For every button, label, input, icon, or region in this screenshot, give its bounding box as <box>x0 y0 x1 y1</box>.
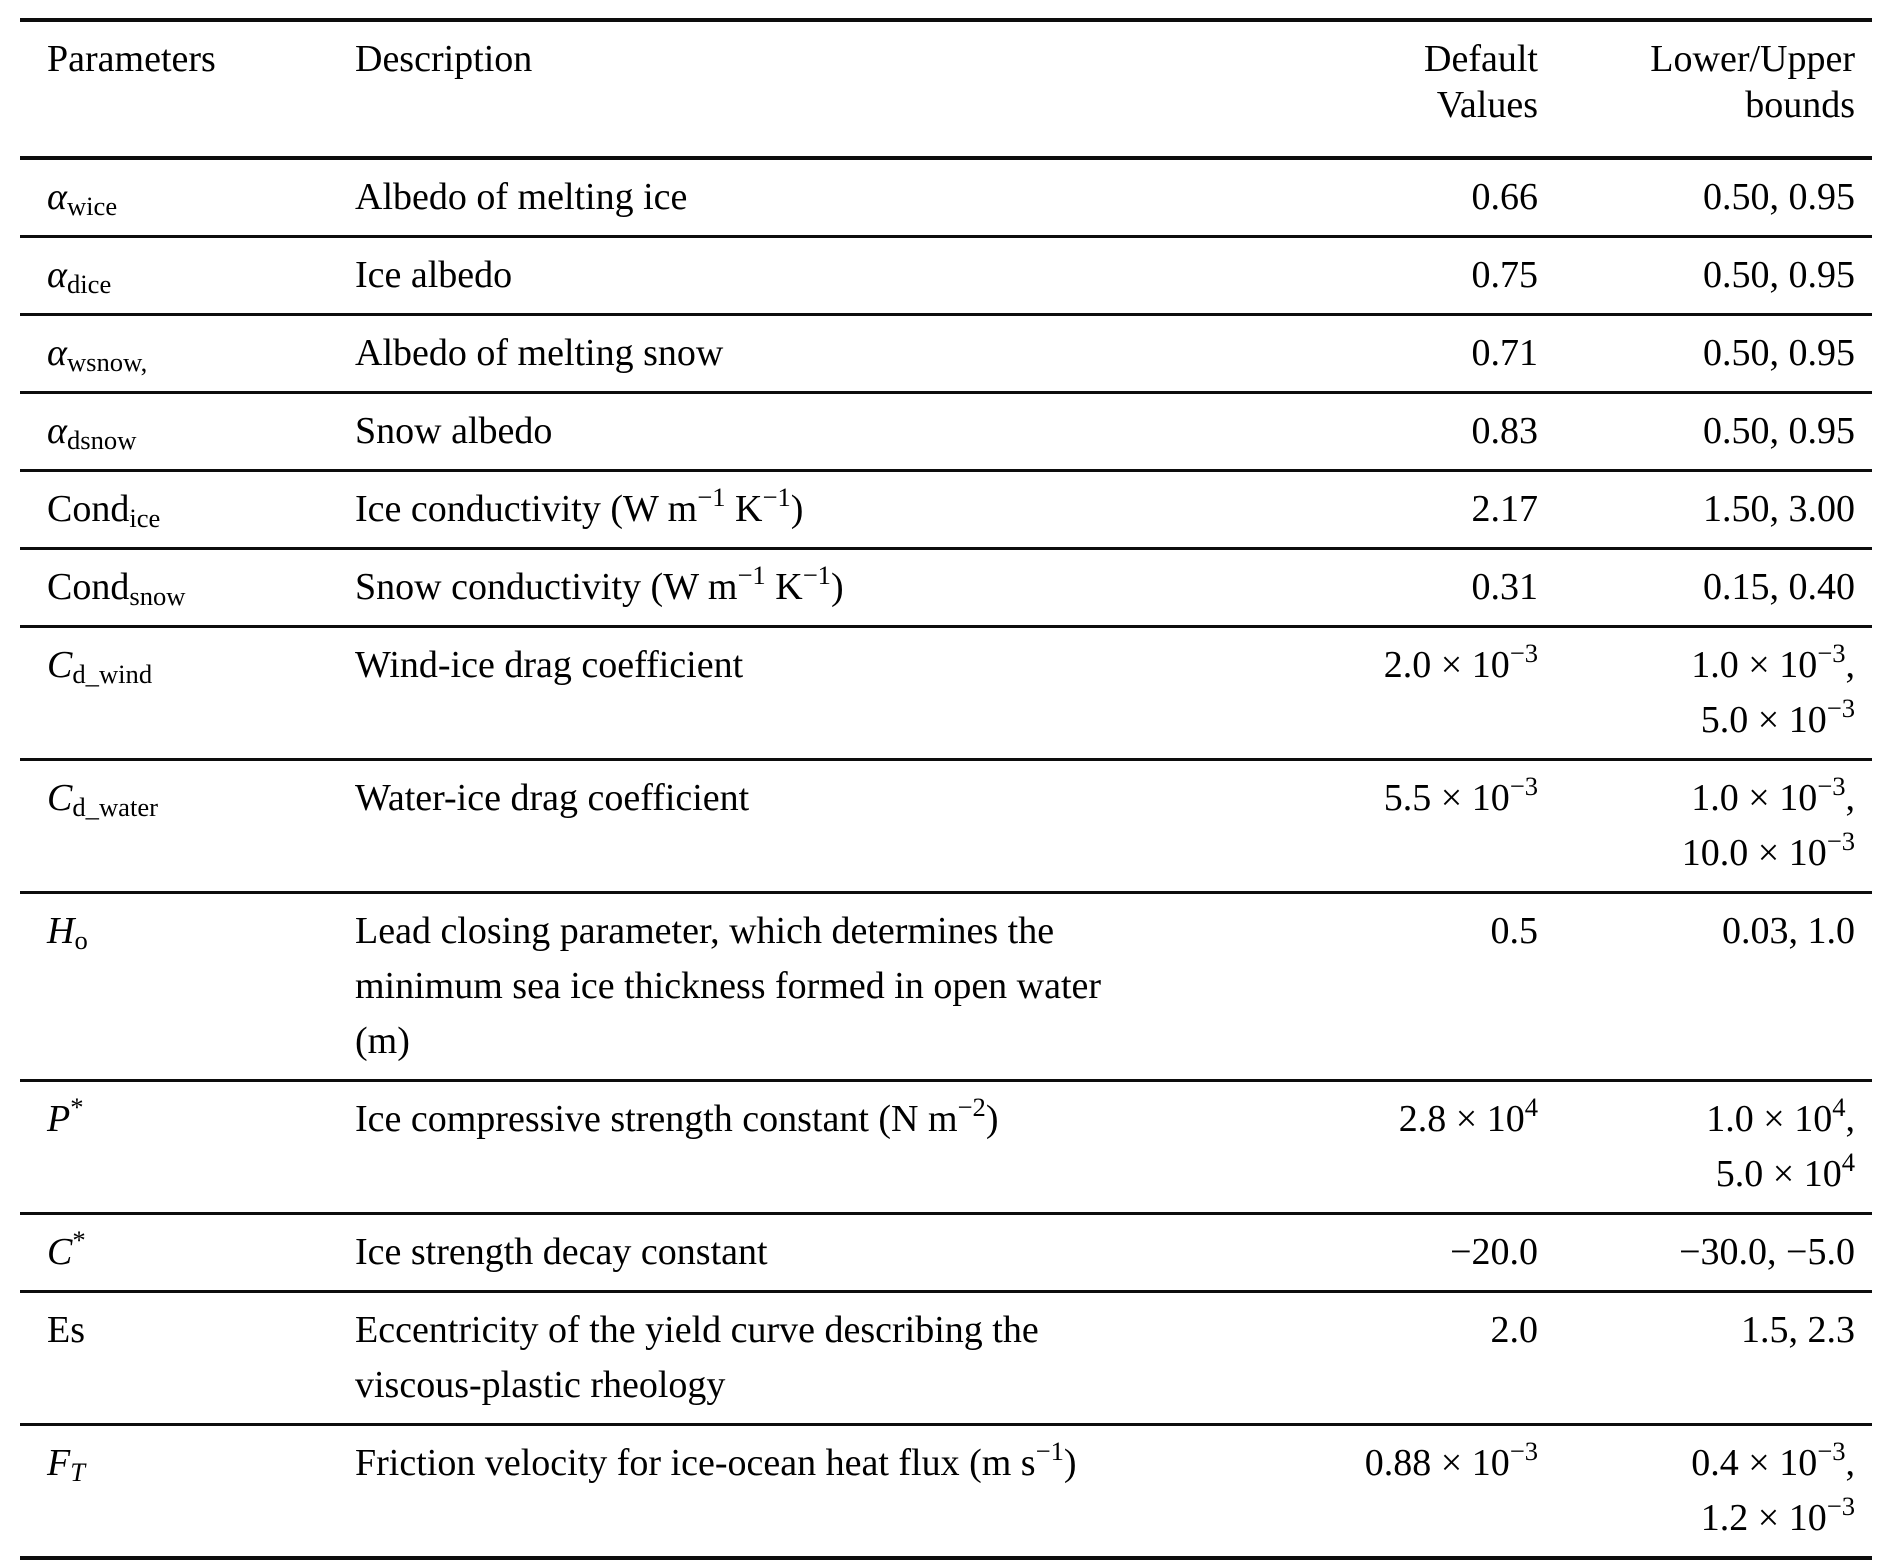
default-value-cell: 0.75 <box>1471 254 1538 296</box>
bounds-cell: 0.50, 0.95 <box>1703 176 1855 218</box>
parameter-cell: P* <box>47 1092 84 1140</box>
table-row <box>20 471 1872 549</box>
table-row <box>20 760 1872 893</box>
description-cell: Snow conductivity (W $m^{-1}$ $K^{-1}$) <box>355 560 844 608</box>
bounds-cell: $0.4 \times 10^{-3}$, $1.2 \times 10^{-3}$ <box>1691 1436 1855 1539</box>
default-value-cell: $2.8 \times 10^4$ <box>1398 1092 1538 1140</box>
description-cell: Wind-ice drag coefficient <box>355 644 744 686</box>
default-value-cell: 0.66 <box>1471 176 1538 218</box>
column-header-default-values: Default Values <box>1424 38 1538 126</box>
column-header-description: Description <box>355 38 533 80</box>
parameter-cell: αdice <box>47 254 112 299</box>
default-value-cell: 0.31 <box>1471 566 1538 608</box>
description-cell: Ice conductivity (W $m^{-1}$ $K^{-1}$) <box>355 482 804 530</box>
column-header-parameters: Parameters <box>47 38 216 80</box>
default-value-cell: 0.71 <box>1471 332 1538 374</box>
table-row <box>20 1425 1872 1559</box>
default-value-cell: −20.0 <box>1450 1231 1538 1273</box>
default-value-cell: $5.5 \times 10^{-3}$ <box>1383 771 1538 819</box>
parameter-cell: Condice <box>47 488 161 533</box>
description-cell: Eccentricity of the yield curve describing the viscous-plastic rheology <box>355 1309 1039 1406</box>
parameter-cell: Es <box>47 1309 85 1351</box>
parameter-cell: Cd_wind <box>47 644 153 689</box>
table-row <box>20 627 1872 760</box>
default-value-cell: 2.17 <box>1471 488 1538 530</box>
parameter-cell: αwice <box>47 176 118 221</box>
bounds-cell: $1.0 \times 10^{-3}$, $5.0 \times 10^{-3}$ <box>1691 638 1855 741</box>
default-value-cell: 0.5 <box>1490 910 1538 952</box>
bounds-cell: 0.03, 1.0 <box>1722 910 1855 952</box>
description-cell: Ice albedo <box>355 254 513 296</box>
table-row <box>20 549 1872 627</box>
column-header-lower-upper-bounds: Lower/Upper bounds <box>1650 38 1855 126</box>
bounds-cell: 0.50, 0.95 <box>1703 332 1855 374</box>
description-cell: Albedo of melting snow <box>355 332 724 374</box>
default-value-cell: $0.88 \times 10^{-3}$ <box>1364 1436 1538 1484</box>
description-cell: Albedo of melting ice <box>355 176 688 218</box>
description-cell: Snow albedo <box>355 410 553 452</box>
bounds-cell: 1.5, 2.3 <box>1741 1309 1855 1351</box>
table-row <box>20 237 1872 315</box>
parameter-cell: Cd_water <box>47 777 159 822</box>
table-row <box>20 1214 1872 1292</box>
table-row <box>20 393 1872 471</box>
parameter-cell: Ho <box>47 910 88 955</box>
parameter-cell: αdsnow <box>47 410 137 455</box>
bounds-cell: 1.50, 3.00 <box>1703 488 1855 530</box>
default-value-cell: 0.83 <box>1471 410 1538 452</box>
bounds-cell: 0.50, 0.95 <box>1703 254 1855 296</box>
parameter-cell: αwsnow, <box>47 332 148 377</box>
table-body <box>20 158 1872 1558</box>
table-row <box>20 1292 1872 1425</box>
bounds-cell: $1.0 \times 10^4$, $5.0 \times 10^4$ <box>1706 1092 1855 1195</box>
description-cell: Friction velocity for ice-ocean heat flux (m $s^{-1}$) <box>355 1436 1077 1484</box>
table-row <box>20 1081 1872 1214</box>
default-value-cell: $2.0 \times 10^{-3}$ <box>1383 638 1538 686</box>
bounds-cell: −30.0, −5.0 <box>1679 1231 1855 1273</box>
parameters-table <box>20 18 1872 1560</box>
parameter-cell: C* <box>47 1225 86 1273</box>
description-cell: Water-ice drag coefficient <box>355 777 750 819</box>
header-row <box>20 20 1872 158</box>
parameter-cell: Condsnow <box>47 566 186 611</box>
parameter-cell: FT <box>47 1442 86 1487</box>
table-row <box>20 158 1872 237</box>
table-row <box>20 315 1872 393</box>
bounds-cell: $1.0 \times 10^{-3}$, $10.0 \times 10^{-3}$ <box>1681 771 1855 874</box>
description-cell: Ice compressive strength constant (N $m^{-2}$) <box>355 1092 999 1140</box>
table-row <box>20 893 1872 1081</box>
description-cell: Lead closing parameter, which determines the minimum sea ice thickness formed in open water (m) <box>355 910 1102 1062</box>
bounds-cell: 0.50, 0.95 <box>1703 410 1855 452</box>
default-value-cell: 2.0 <box>1490 1309 1538 1351</box>
bounds-cell: 0.15, 0.40 <box>1703 566 1855 608</box>
description-cell: Ice strength decay constant <box>355 1231 768 1273</box>
